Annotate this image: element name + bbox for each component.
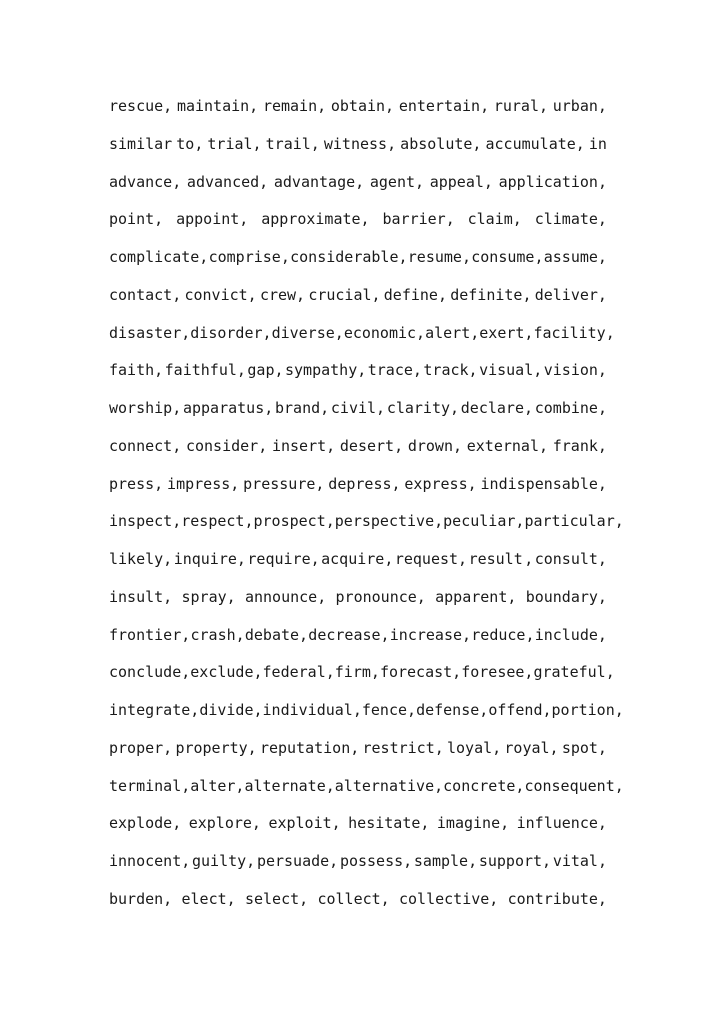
vocabulary-word: crew, (259, 285, 306, 304)
vocabulary-word: define, (383, 285, 447, 304)
vocabulary-word: crucial, (308, 285, 381, 304)
vocabulary-word: pronounce, (335, 587, 426, 606)
vocabulary-word: urban, (552, 97, 607, 115)
vocabulary-word: fence, (361, 701, 417, 719)
vocabulary-word: result (468, 550, 523, 568)
text-line (109, 843, 607, 881)
vocabulary-word: deliver, (534, 285, 607, 304)
vocabulary-word: accumulate, (485, 134, 585, 153)
text-line (109, 881, 607, 919)
vocabulary-word: royal, (504, 738, 559, 757)
vocabulary-word: gap, (247, 361, 284, 380)
text-line (109, 541, 607, 579)
vocabulary-word: forecast, (379, 663, 462, 682)
vocabulary-word: diverse, (271, 323, 344, 342)
vocabulary-word: consult, (534, 550, 607, 568)
vocabulary-word: resume, (407, 248, 471, 266)
vocabulary-word: declare, (460, 399, 534, 417)
vocabulary-word: explore, (188, 814, 261, 833)
vocabulary-word: economic, (343, 323, 426, 342)
vocabulary-word: include, (534, 625, 607, 644)
vocabulary-word: explode, (109, 814, 182, 833)
vocabulary-word: innocent, (109, 852, 191, 870)
vocabulary-word: vital, (552, 852, 607, 870)
vocabulary-word: trail, (265, 134, 320, 153)
vocabulary-word: point, (109, 210, 164, 229)
vocabulary-word: select, (244, 889, 309, 908)
vocabulary-word: prospect, (253, 512, 335, 531)
vocabulary-word: depress, (328, 474, 401, 493)
vocabulary-word: insult, (109, 587, 173, 606)
vocabulary-word: property, (175, 738, 257, 757)
text-line (109, 503, 624, 541)
vocabulary-word: press, (109, 474, 164, 493)
vocabulary-word: clarity, (386, 399, 460, 417)
vocabulary-word: request, (394, 550, 468, 568)
text-line (109, 466, 607, 504)
vocabulary-word: exert, (479, 323, 534, 342)
vocabulary-word: convict, (184, 285, 257, 304)
vocabulary-word: apparent, (435, 587, 517, 606)
vocabulary-word: inspect, (109, 512, 182, 531)
text-line (109, 315, 615, 353)
vocabulary-word: support, (478, 852, 552, 870)
vocabulary-word: combine, (534, 399, 607, 417)
vocabulary-word: impress, (167, 474, 240, 493)
text-line (109, 390, 607, 428)
vocabulary-word: federal, (262, 663, 335, 682)
vocabulary-word: rural, (493, 97, 549, 115)
vocabulary-word: in (588, 134, 607, 153)
vocabulary-word: maintain, (176, 97, 259, 115)
vocabulary-word: insert, (271, 436, 336, 455)
vocabulary-word: obtain, (330, 97, 395, 115)
vocabulary-word: offend, (488, 701, 552, 719)
vocabulary-word: divide, (199, 701, 263, 719)
vocabulary-word: individual, (262, 701, 362, 719)
vocabulary-word: witness, (323, 134, 397, 153)
text-line (109, 654, 615, 692)
vocabulary-word: application, (498, 172, 607, 191)
vocabulary-word: require, (247, 550, 320, 568)
text-line (109, 428, 607, 466)
vocabulary-word: contact, (109, 285, 182, 304)
vocabulary-word: claim, (467, 210, 522, 229)
vocabulary-word: peculiar, (443, 512, 525, 531)
vocabulary-word: hesitate, (348, 814, 430, 833)
vocabulary-word: spot, (561, 738, 607, 757)
vocabulary-word: restrict, (362, 738, 444, 757)
vocabulary-word: considerable, (290, 248, 408, 266)
vocabulary-word: to, (176, 134, 204, 153)
vocabulary-word: similar (109, 134, 173, 153)
vocabulary-word: acquire, (321, 550, 394, 568)
vocabulary-word: vision, (543, 361, 607, 380)
vocabulary-word: definite, (450, 285, 532, 304)
vocabulary-word: contribute, (507, 889, 607, 908)
vocabulary-word: worship, (109, 399, 182, 417)
vocabulary-word: comprise, (208, 248, 290, 266)
vocabulary-word: decrease, (308, 625, 390, 644)
vocabulary-word: absolute, (400, 134, 482, 153)
text-line (109, 126, 607, 164)
vocabulary-word: concrete, (443, 776, 525, 795)
vocabulary-word: terminal, (109, 776, 191, 795)
vocabulary-word: loyal, (447, 738, 502, 757)
vocabulary-word: assume, (543, 248, 607, 266)
vocabulary-word: , (524, 550, 534, 568)
vocabulary-word: frank, (552, 436, 607, 455)
vocabulary-word: advance, (109, 172, 182, 191)
vocabulary-word: persuade, (256, 852, 339, 870)
vocabulary-word: perspective, (334, 512, 444, 531)
vocabulary-word: particular, (524, 512, 624, 531)
text-line (109, 201, 607, 239)
vocabulary-word: external, (466, 436, 549, 455)
vocabulary-word: appeal, (429, 172, 493, 191)
vocabulary-word: firm, (334, 663, 380, 682)
vocabulary-word: faithful, (164, 361, 246, 380)
vocabulary-word: integrate, (109, 701, 200, 719)
vocabulary-word: exploit, (268, 814, 341, 833)
vocabulary-word: collective, (399, 889, 499, 908)
vocabulary-word: track, (423, 361, 478, 380)
vocabulary-word: respect, (181, 512, 254, 531)
vocabulary-word: alert, (425, 323, 480, 342)
word-list-paragraph (109, 88, 624, 919)
vocabulary-word: disaster, (109, 323, 191, 342)
vocabulary-word: desert, (339, 436, 404, 455)
text-line (109, 352, 607, 390)
vocabulary-word: advantage, (273, 172, 365, 191)
vocabulary-word: complicate, (109, 248, 209, 266)
vocabulary-word: trace, (367, 361, 422, 380)
vocabulary-word: guilty, (192, 852, 256, 870)
vocabulary-word: collect, (317, 889, 390, 908)
text-line (109, 88, 607, 126)
text-line (109, 579, 607, 617)
text-line (109, 164, 607, 202)
vocabulary-word: remain, (262, 97, 327, 115)
vocabulary-word: alternative, (334, 776, 444, 795)
text-line (109, 805, 607, 843)
vocabulary-word: civil, (330, 399, 386, 417)
vocabulary-word: sympathy, (285, 361, 367, 380)
vocabulary-word: burden, (109, 889, 173, 908)
vocabulary-word: brand, (275, 399, 330, 417)
vocabulary-word: defense, (416, 701, 489, 719)
vocabulary-word: consider, (185, 436, 268, 455)
vocabulary-word: appoint, (176, 210, 249, 229)
text-line (109, 277, 607, 315)
vocabulary-word: foresee, (461, 663, 534, 682)
vocabulary-word: consequent, (524, 776, 624, 795)
vocabulary-word: apparatus, (182, 399, 274, 417)
vocabulary-word: portion, (551, 701, 624, 719)
vocabulary-word: approximate, (261, 210, 370, 229)
vocabulary-word: trial, (207, 134, 262, 153)
vocabulary-word: possess, (339, 852, 413, 870)
vocabulary-word: entertain, (398, 97, 490, 115)
text-line (109, 239, 607, 277)
vocabulary-word: facility, (533, 323, 615, 342)
vocabulary-word: disorder, (190, 323, 272, 342)
vocabulary-word: climate, (534, 210, 607, 229)
vocabulary-word: spray, (181, 587, 236, 606)
vocabulary-word: reduce, (471, 625, 535, 644)
vocabulary-word: indispensable, (480, 474, 607, 493)
vocabulary-word: visual, (479, 361, 543, 380)
vocabulary-word: boundary, (525, 587, 607, 606)
vocabulary-word: rescue, (109, 97, 173, 115)
vocabulary-word: alter, (190, 776, 245, 795)
vocabulary-word: alternate, (244, 776, 335, 795)
vocabulary-word: debate, (244, 625, 309, 644)
vocabulary-word: drown, (407, 436, 463, 455)
vocabulary-word: increase, (389, 625, 472, 644)
vocabulary-word: crash, (190, 625, 245, 644)
vocabulary-word: influence, (516, 814, 607, 833)
vocabulary-word: proper, (109, 738, 173, 757)
text-line (109, 617, 607, 655)
vocabulary-word: agent, (369, 172, 425, 191)
vocabulary-word: pressure, (243, 474, 325, 493)
vocabulary-word: express, (404, 474, 477, 493)
text-line (109, 768, 624, 806)
vocabulary-word: imagine, (436, 814, 510, 833)
vocabulary-word: exclude, (190, 663, 263, 682)
vocabulary-word: grateful, (533, 663, 615, 682)
vocabulary-word: announce, (244, 587, 327, 606)
vocabulary-word: sample, (413, 852, 478, 870)
text-line (109, 730, 607, 768)
vocabulary-word: connect, (109, 436, 182, 455)
vocabulary-word: consume, (471, 248, 544, 266)
text-line (109, 692, 624, 730)
vocabulary-word: elect, (181, 889, 236, 908)
vocabulary-word: inquire, (173, 550, 246, 568)
vocabulary-word: frontier, (109, 625, 191, 644)
vocabulary-word: barrier, (382, 210, 455, 229)
vocabulary-word: likely, (109, 550, 173, 568)
vocabulary-word: advanced, (186, 172, 269, 191)
vocabulary-word: reputation, (259, 738, 360, 757)
vocabulary-word: faith, (109, 361, 164, 380)
vocabulary-word: conclude, (109, 663, 191, 682)
